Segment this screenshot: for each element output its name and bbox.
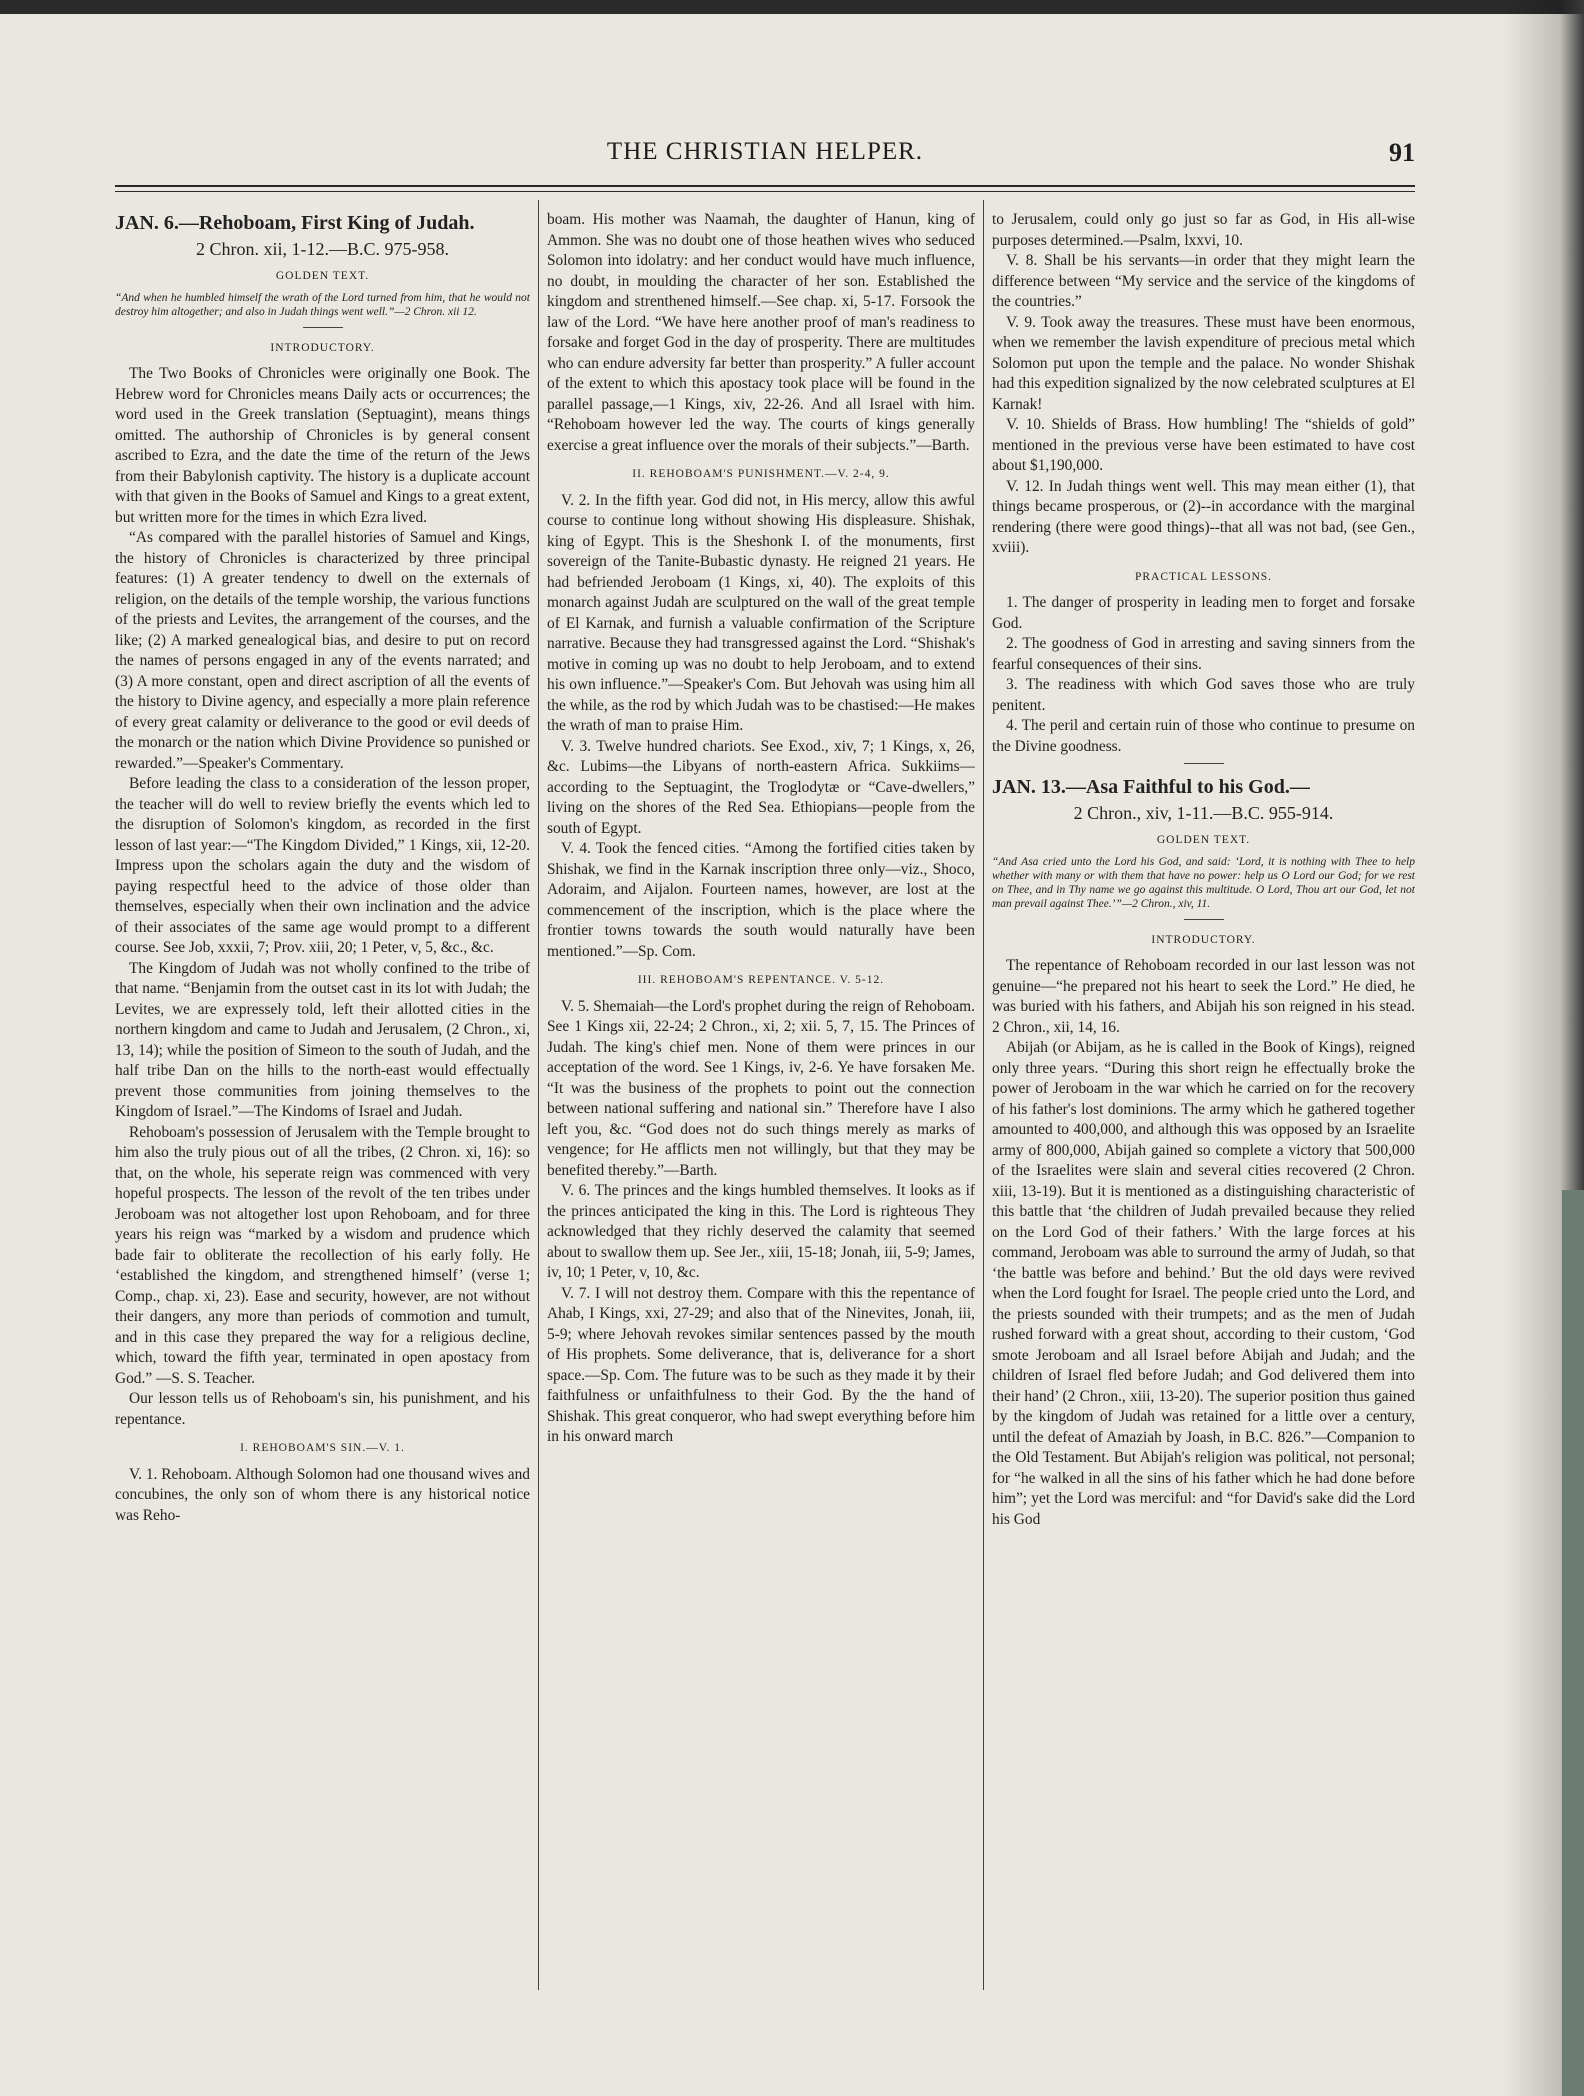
section-heading: III. REHOBOAM'S REPENTANCE. V. 5-12. xyxy=(637,974,885,986)
section-heading: INTRODUCTORY. xyxy=(270,341,375,354)
list-item: 4. The peril and certain ruin of those who continue to presume on the Divine goodness. xyxy=(992,717,1415,755)
page-number: 91 xyxy=(1389,138,1415,167)
golden-text-label: GOLDEN TEXT. xyxy=(275,270,370,282)
lesson-reference: 2 Chron. xii, 1-12.—B.C. 975-958. xyxy=(195,239,449,259)
list-item: 3. The readiness with which God saves those who are truly penitent. xyxy=(992,676,1415,714)
paragraph: Abijah (or Abijam, as he is called in the Book of Kings), reigned only three years. “During this short reign he effectually broke the power of Jeroboam in the war which he carried on for the recovery of his father's lost dominions. The army which he gathered together amounted to 400,000, and although this was opposed by an Israelite army of 800,000, Abijah gained so complete a victory that 500,000 of the Israelites were slain and several cities recovered (2 Chron. xiii, 13-19). But it is mentioned as a distinguishing characteristic of this battle that ‘the children of Judah prevailed because they relied on the Lord God of their fathers.’ With the large forces at his command, Jeroboam was able to surround the army of Judah, so that ‘the battle was before and behind.’ But the old days were revived when the Lord fought for Israel. The people cried unto the Lord, and the priests sounded with their trumpets; and as the men of Judah rushed forward with a great shout, according to their custom, ‘God smote Jeroboam and all Israel before Abijah and Judah; and the children of Israel fled before Judah; and God delivered them into their hand’ (2 Chron., xiii, 13-20). The superior position thus gained by the kingdom of Judah was retained for a little over a century, until the defeat of Amaziah by Joash, in B.C. 826.”—Companion to the Old Testament. But Abijah's religion was political, not personal; for “he walked in all the sins of his father which he had done before him”; yet the Lord was merciful: and “for David's sake did the Lord his God xyxy=(992,1039,1415,1528)
paragraph: V. 9. Took away the treasures. These must have been enormous, when we remember the lavish expenditure of precious metal which Solomon put upon the temple and the palace. No wonder Shishak had this expedition signalized by the now celebrated sculptures at El Karnak! xyxy=(992,313,1415,413)
golden-text: “And Asa cried unto the Lord his God, and said: ‘Lord, it is nothing with Thee to help whether with many or with them that have no power: help us O Lord our God; for we rest on Thee, and in Thy name we go against this multitude. O Lord, Thou art our God, let not man prevail against Thee.’”—2 Chron., xiv, 11. xyxy=(992,855,1415,910)
section-heading: INTRODUCTORY. xyxy=(1151,933,1256,946)
short-rule xyxy=(1184,763,1224,764)
paragraph: Rehoboam's possession of Jerusalem with the Temple brought to him also the truly pious out of all the tribes, (2 Chron. xi, 16): so that, on the whole, his seperate reign was commenced with very hopeful prospects. The lesson of the revolt of the ten tribes under Jeroboam was not altogether lost upon Rehoboam, and for three years his reign was “marked by a wisdom and prudence which bade fair to obliterate the recollection of his early folly. He ‘established the kingdom, and strengthened himself’ (verse 1; Comp., chap. xi, 23). Ease and security, however, are not without their dangers, any more than periods of commotion and tumult, and in this case they prepared the way for a religious decline, which, toward the fifth year, terminated in open apostacy from God.” —S. S. Teacher. xyxy=(115,1123,530,1387)
paragraph: The Two Books of Chronicles were originally one Book. The Hebrew word for Chronicles means Daily acts or occurrences; the word used in the Greek translation (Septuagint), means things omitted. The authorship of Chronicles is by general consent ascribed to Ezra, and the date the time of the return of the Jews from their Babylonish captivity. The history is a duplicate account with that given in the Books of Samuel and Kings to a great extent, but written more for the times in which Ezra lived. xyxy=(115,365,530,526)
paragraph: The Kingdom of Judah was not wholly confined to the tribe of that name. “Benjamin from the outset cast in its lot with Judah; the Levites, we are expressely told, left their allotted cities in the northern kingdom and came to Judah and Jerusalem, (2 Chron., xi, 13, 14); while the position of Simeon to the south of Judah, and the half tribe Dan on the hills to the north-east would effectually prevent those communities from joining themselves to the Kingdom of Israel.”—The Kindoms of Israel and Judah. xyxy=(115,959,530,1120)
list-item: 2. The goodness of God in arresting and saving sinners from the fearful consequences of their sins. xyxy=(992,635,1415,673)
paragraph: V. 12. In Judah things went well. This may mean either (1), that things became prosperous, or (2)--in accordance with the marginal rendering (there were good things)--that all was not bad, (see Gen., xviii). xyxy=(992,477,1415,556)
column-3 xyxy=(992,210,1415,1990)
short-rule xyxy=(303,327,343,328)
section-heading: I. REHOBOAM'S SIN.—V. 1. xyxy=(240,1442,405,1454)
header-rule-thin xyxy=(115,191,1415,192)
column-divider xyxy=(983,200,984,1990)
golden-text: “And when he humbled himself the wrath of the Lord turned from him, that he would not destroy him altogether; and also in Judah things went well.”—2 Chron. xii 12. xyxy=(115,291,530,318)
paragraph: boam. His mother was Naamah, the daughter of Hanun, king of Ammon. She was no doubt one of those heathen wives who seduced Solomon into idolatry: and her conduct would have much influence, no doubt, in moulding the character of her son. Established the kingdom and strenthened himself.—See chap. xi, 5-17. Forsook the law of the Lord. “We have here another proof of man's readiness to forsake and forget God in the day of prosperity. There are multitudes who can endure adversity far better than prosperity.” A fuller account of the extent to which this apostacy took place will be found in the parallel passage,—1 Kings, xiv, 22-26. And all Israel with him. “Rehoboam however led the way. The courts of kings generally exercise a great influence over the morals of their subjects.”—Barth. xyxy=(547,211,975,454)
section-heading: II. REHOBOAM'S PUNISHMENT.—V. 2-4, 9. xyxy=(632,468,890,480)
column-2 xyxy=(547,210,975,1990)
practical-lessons-list xyxy=(992,593,1415,757)
short-rule xyxy=(1184,919,1224,920)
column-divider xyxy=(538,200,539,1990)
paragraph: V. 10. Shields of Brass. How humbling! The “shields of gold” mentioned in the previous verse have been estimated to have cost about $1,190,000. xyxy=(992,416,1415,474)
book-binding-edge xyxy=(1562,1190,1584,2096)
paragraph: V. 7. I will not destroy them. Compare with this the repentance of Ahab, I Kings, xxi, 27-29; and also that of the Ninevites, Jonah, iii, 5-9; where Jehovah revokes similar sentences passed by the mouth of His prophets. Some deliverance, that is, deliverance for a short space.—Sp. Com. The future was to be such as they made it by their faithfulness or unfaithfulness to their God. By the the hand of Shishak. This great conqueror, who had swept everything before him in his onward march xyxy=(547,1284,975,1445)
section-heading: PRACTICAL LESSONS. xyxy=(1134,570,1273,583)
scan-top-edge xyxy=(0,0,1584,14)
page-header xyxy=(115,138,1415,178)
paragraph: V. 1. Rehoboam. Although Solomon had one thousand wives and concubines, the only son of whom there is any historical notice was Reho- xyxy=(115,1465,530,1524)
lesson-heading: JAN. 13.—Asa Faithful to his God.— xyxy=(992,776,1310,798)
list-item: 1. The danger of prosperity in leading men to forget and forsake God. xyxy=(992,594,1415,632)
paragraph: “As compared with the parallel histories of Samuel and Kings, the history of Chronicles is characterized by three principal features: (1) A greater tendency to dwell on the externals of religion, on the details of the temple worship, the various functions of the priests and Levites, the arrangement of the courses, and the like; (2) A marked genealogical bias, and desire to put on record the names of persons engaged in any of the events narrated; and (3) A more constant, open and direct ascription of all the events of the history to Divine agency, and especially a more plain reference of every great calamity or deliverance to the good or evil deeds of the monarch or the nation which Divine Providence so punished or rewarded.”—Speaker's Commentary. xyxy=(115,529,530,772)
paragraph: to Jerusalem, could only go just so far as God, in His all-wise purposes determined.—Psalm, lxxvi, 10. xyxy=(992,211,1415,249)
paragraph: Our lesson tells us of Rehoboam's sin, his punishment, and his repentance. xyxy=(115,1390,530,1428)
golden-text-label: GOLDEN TEXT. xyxy=(1156,834,1251,846)
paragraph: V. 8. Shall be his servants—in order that they might learn the difference between “My service and the service of the kingdoms of the countries.” xyxy=(992,252,1415,310)
paragraph: V. 6. The princes and the kings humbled themselves. It looks as if the princes anticipated the king in this. The Lord is righteous They acknowledged that they richly deserved the calamity that seemed about to swallow them up. See Jer., xiii, 15-18; Jonah, iii, 5-9; James, iv, 10; 1 Peter, v, 10, &c. xyxy=(547,1182,975,1281)
paragraph: V. 3. Twelve hundred chariots. See Exod., xiv, 7; 1 Kings, x, 26, &c. Lubims—the Libyans of north-eastern Africa. Sukkiims—according to the Septuagint, the Troglodytæ or “Cave-dwellers,” living on the shores of the Red Sea. Ethiopians—people from the south of Egypt. xyxy=(547,737,975,837)
paragraph: V. 5. Shemaiah—the Lord's prophet during the reign of Rehoboam. See 1 Kings xii, 22-24; 2 Chron., xi, 2; xii. 5, 7, 15. The Princes of Judah. The king's chief men. None of them were princes in our acceptation of the word. See 1 Kings, iv, 2-6. Ye have forsaken Me. “It was the business of the prophets to point out the connection between national suffering and national sin.” Therefore have I also left you, &c. “God does not do such things merely as marks of vengence; for He afflicts men not willingly, but that they may be benefited thereby.”—Barth. xyxy=(547,997,975,1179)
paragraph: The repentance of Rehoboam recorded in our last lesson was not genuine—“he prepared not his heart to seek the Lord.” He died, he was buried with his fathers, and Abijah his son reigned in his stead. 2 Chron., xii, 14, 16. xyxy=(992,957,1415,1036)
paragraph: V. 4. Took the fenced cities. “Among the fortified cities taken by Shishak, we find in the Karnak inscription three only—viz., Shoco, Adoraim, and Aijalon. Fourteen names, however, are lost at the commencement of the inscription, which is the place where the frontier towns towards the south would naturally have been mentioned.”—Sp. Com. xyxy=(547,840,975,960)
lesson-reference: 2 Chron., xiv, 1-11.—B.C. 955-914. xyxy=(1073,803,1334,823)
running-title: THE CHRISTIAN HELPER. xyxy=(606,138,924,165)
paragraph: Before leading the class to a consideration of the lesson proper, the teacher will do well to review briefly the events which led to the disruption of Solomon's kingdom, as recorded in the first lesson of last year:—“The Kingdom Divided,” 1 Kings, xii, 12-20. Impress upon the scholars again the duty and the wisdom of paying respectful heed to the advice of those older than themselves, especially when their own inclination and the advice of their associates of the same age would prompt to a different course. See Job, xxxii, 7; Prov. xiii, 20; 1 Peter, v, 5, &c., &c. xyxy=(115,775,530,956)
header-rule xyxy=(115,185,1415,187)
lesson-heading: JAN. 6.—Rehoboam, First King of Judah. xyxy=(115,212,475,234)
paragraph: V. 2. In the fifth year. God did not, in His mercy, allow this awful course to continue long without showing His displeasure. Shishak, king of Egypt. This is the Sheshonk I. of the monuments, first sovereign of the Tanite-Bubastic dynasty. He reigned 21 years. He had befriended Jeroboam (1 Kings, xi, 40). The exploits of this monarch against Judah are sculptured on the wall of the great temple of El Karnak, and furnish a valuable confirmation of the Scripture narrative. Because they had transgressed against the Lord. “Shishak's motive in coming up was no doubt to help Jeroboam, and to extend his own influence.”—Speaker's Com. But Jehovah was using him all the while, as the rod by which Judah was to be chastised:—He makes the wrath of man to praise Him. xyxy=(547,491,975,734)
column-1 xyxy=(115,210,530,1990)
